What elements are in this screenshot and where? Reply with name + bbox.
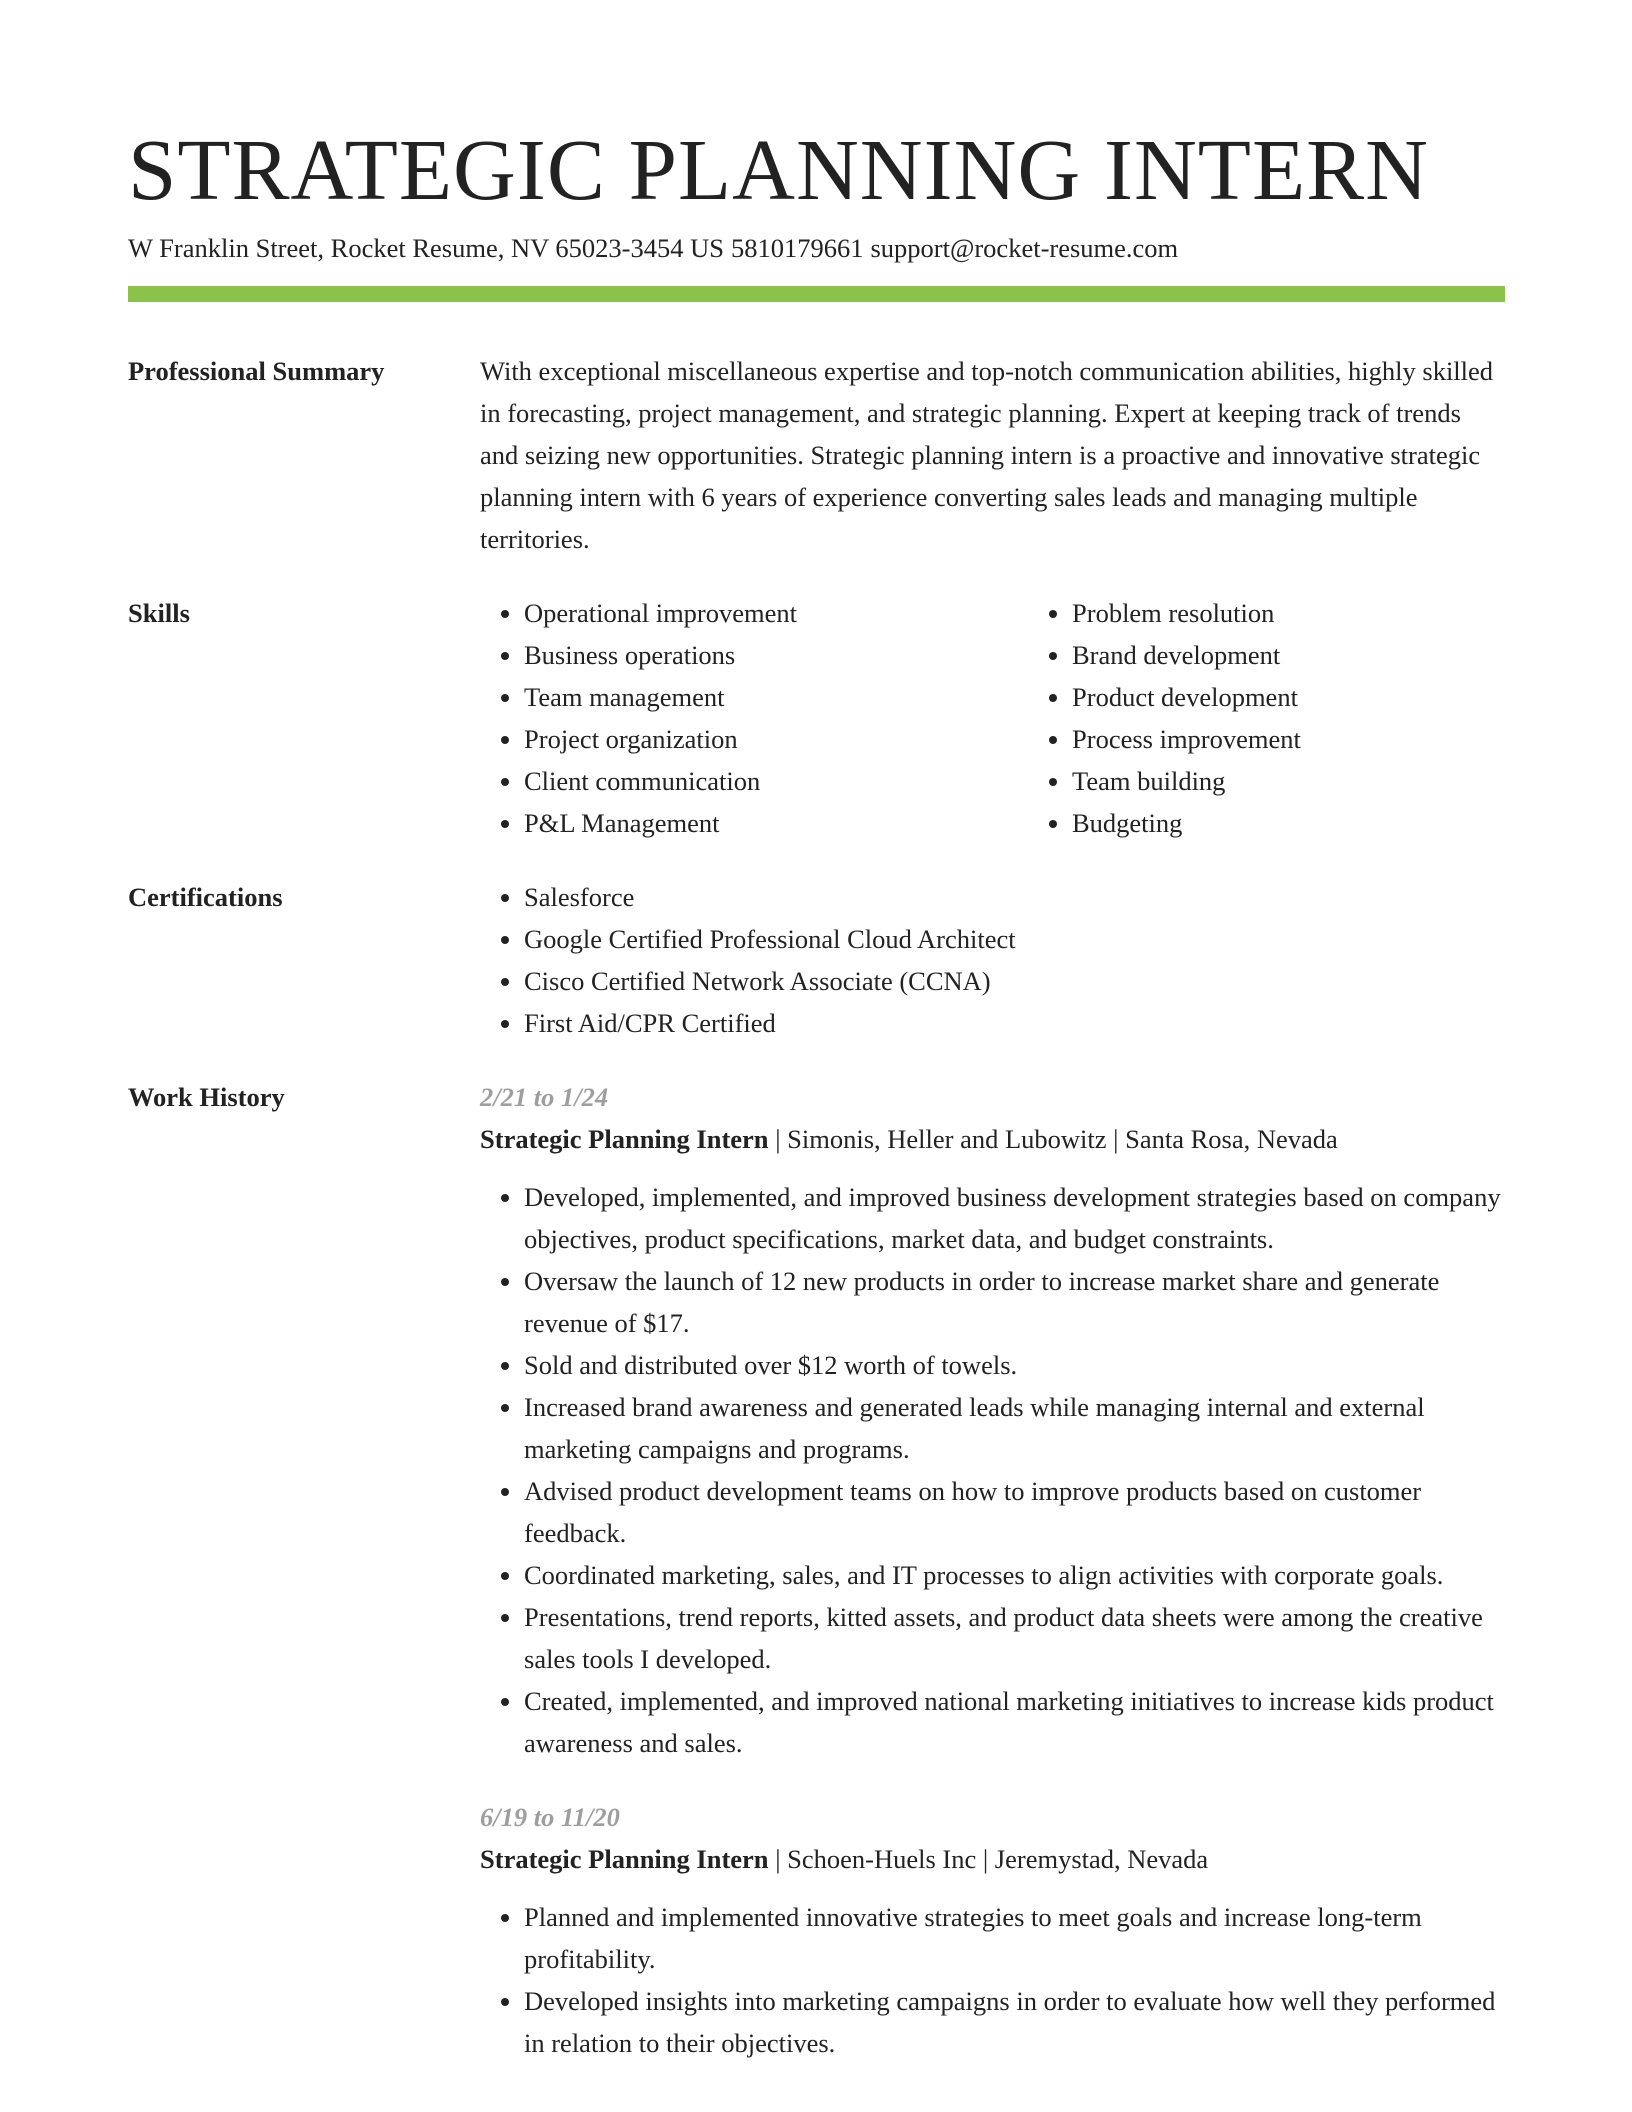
job-bullets: [480, 1176, 1505, 1764]
work-history-section: [128, 1076, 1505, 2064]
job-dates: 6/19 to 11/20: [480, 1802, 620, 1832]
summary-heading: Professional Summary: [128, 356, 385, 386]
job-bullet: • Advised product development teams on how to improve products based on customer feedback.: [524, 1470, 1505, 1554]
job-title: Strategic Planning Intern: [480, 1844, 769, 1874]
job-bullet: • Presentations, trend reports, kitted assets, and product data sheets were among the creative sales tools I developed.: [524, 1596, 1505, 1680]
certifications-list: [480, 876, 1505, 1044]
skill-item: • Product development: [1072, 676, 1505, 718]
job-details: | Simonis, Heller and Lubowitz | Santa Rosa, Nevada: [768, 1124, 1338, 1154]
summary-section: [128, 350, 1505, 560]
skill-item: • Process improvement: [1072, 718, 1505, 760]
contact-line: [128, 230, 1505, 266]
skill-item: • Project organization: [524, 718, 1028, 760]
contact-phone: 5810179661: [730, 233, 864, 263]
job-bullets: [480, 1896, 1505, 2064]
skill-item: • Client communication: [524, 760, 1028, 802]
job-details: | Schoen-Huels Inc | Jeremystad, Nevada: [768, 1844, 1209, 1874]
summary-text: With exceptional miscellaneous expertise and top-notch communication abilities, highly skilled in forecasting, project management, and strategic planning. Expert at keeping track of trends and seizing new opportunities. Strategic planning intern is a proactive and innovative strategic planning intern with 6 years of experience converting sales leads and managing multiple territories.: [480, 356, 1494, 554]
skills-list-right: [1028, 592, 1505, 844]
contact-email: support@rocket-resume.com: [870, 233, 1179, 263]
skill-item: • Business operations: [524, 634, 1028, 676]
certification-item: • Google Certified Professional Cloud Architect: [524, 918, 1505, 960]
resume-name: STRATEGIC PLANNING INTERN: [128, 121, 1429, 218]
job-bullet: • Developed, implemented, and improved business development strategies based on company objectives, product specifications, market data, and budget constraints.: [524, 1176, 1505, 1260]
job-bullet: • Created, implemented, and improved national marketing initiatives to increase kids product awareness and sales.: [524, 1680, 1505, 1764]
skill-item: • Problem resolution: [1072, 592, 1505, 634]
skill-item: • Operational improvement: [524, 592, 1028, 634]
skills-heading: Skills: [128, 598, 190, 628]
job-bullet: • Planned and implemented innovative strategies to meet goals and increase long-term profitability.: [524, 1896, 1505, 1980]
job-line: [480, 1838, 1505, 1880]
job-bullet: • Oversaw the launch of 12 new products in order to increase market share and generate revenue of $17.: [524, 1260, 1505, 1344]
skill-item: • Team management: [524, 676, 1028, 718]
work-history-body: [480, 1076, 1505, 2064]
job-bullet: • Sold and distributed over $12 worth of towels.: [524, 1344, 1505, 1386]
header-divider: [128, 286, 1505, 302]
job-title: Strategic Planning Intern: [480, 1124, 769, 1154]
skill-item: • P&L Management: [524, 802, 1028, 844]
certification-item: • Salesforce: [524, 876, 1505, 918]
job-line: [480, 1118, 1505, 1160]
job-entry: [480, 1796, 1505, 2064]
job-entry: [480, 1076, 1505, 1764]
work-history-heading: Work History: [128, 1082, 285, 1112]
skill-item: • Budgeting: [1072, 802, 1505, 844]
certifications-section: [128, 876, 1505, 1044]
skill-item: • Team building: [1072, 760, 1505, 802]
skill-item: • Brand development: [1072, 634, 1505, 676]
skills-grid: [480, 592, 1505, 844]
contact-address: W Franklin Street, Rocket Resume, NV 65023-3454 US: [128, 233, 724, 263]
job-bullet: • Developed insights into marketing campaigns in order to evaluate how well they performed in relation to their objectives.: [524, 1980, 1505, 2064]
skills-list-left: [480, 592, 1028, 844]
certifications-body: [480, 876, 1505, 1044]
certification-item: • First Aid/CPR Certified: [524, 1002, 1505, 1044]
job-dates: 2/21 to 1/24: [480, 1082, 609, 1112]
job-bullet: • Coordinated marketing, sales, and IT processes to align activities with corporate goals.: [524, 1554, 1505, 1596]
certification-item: • Cisco Certified Network Associate (CCNA): [524, 960, 1505, 1002]
skills-section: [128, 592, 1505, 844]
certifications-heading: Certifications: [128, 882, 283, 912]
job-bullet: • Increased brand awareness and generated leads while managing internal and external marketing campaigns and programs.: [524, 1386, 1505, 1470]
